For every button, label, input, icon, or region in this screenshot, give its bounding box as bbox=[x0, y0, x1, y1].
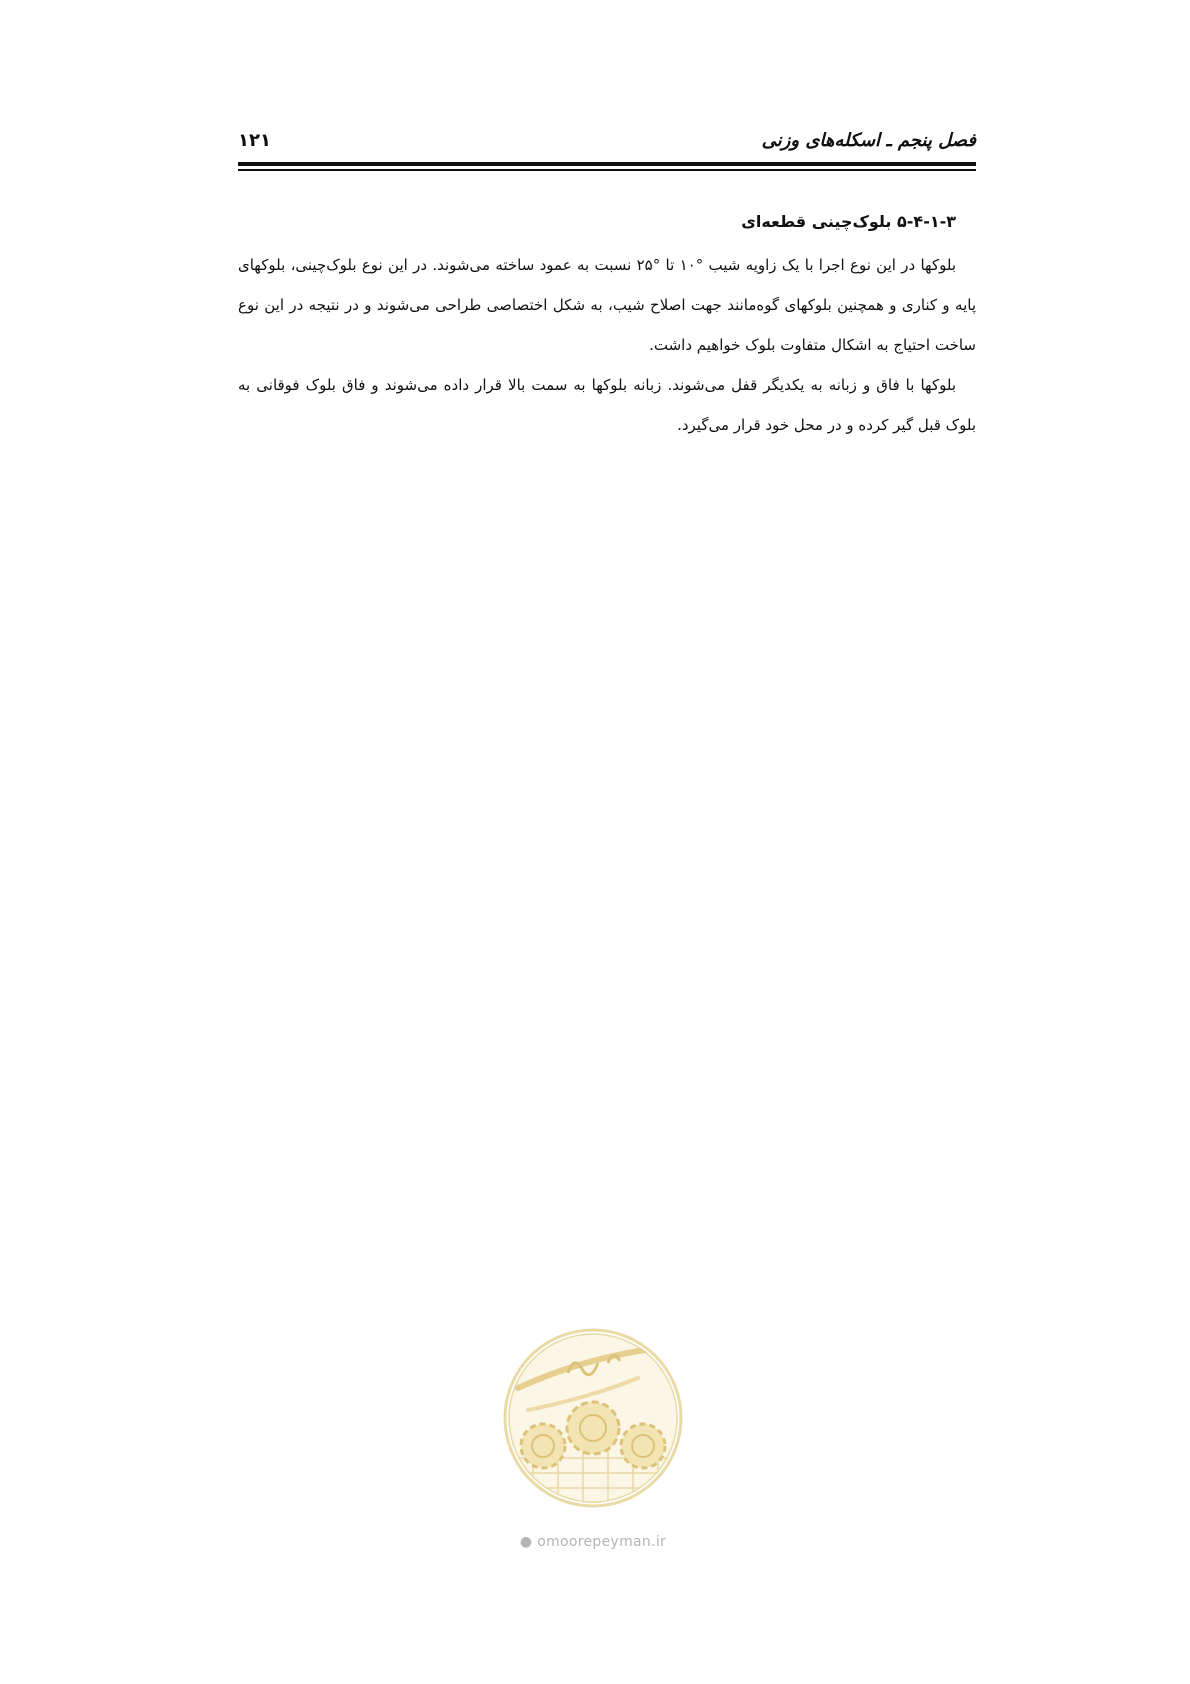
chapter-title: فصل پنجم ـ اسکله‌های وزنی bbox=[761, 130, 976, 151]
paragraph: بلوکها با فاق و زبانه به یکدیگر قفل می‌شوند. زبانه بلوکها به سمت بالا قرار داده می‌شوند و فاق بلوک فوقانی به بلوک قبل گیر کرده و در محل خود قرار می‌گیرد. bbox=[238, 376, 976, 434]
watermark-seal-icon bbox=[488, 1318, 698, 1533]
running-header bbox=[238, 126, 976, 156]
globe-icon: ● bbox=[519, 1534, 533, 1550]
watermark-url-text: omoorepeyman.ir bbox=[537, 1534, 667, 1550]
page-number: ۱۲۱ bbox=[238, 130, 271, 151]
header-rule-thin bbox=[238, 169, 976, 171]
watermark-url bbox=[488, 1534, 698, 1550]
section-body bbox=[238, 212, 976, 445]
paragraph: بلوکها در این نوع اجرا با یک زاویه شیب °۱۰ تا °۲۵ نسبت به عمود ساخته می‌شوند. در این نوع بلوک‌چینی، بلوکهای پایه و کناری و همچنین بلوکهای گوه‌مانند جهت اصلاح شیب، به شکل اختصاصی طراحی می‌شوند و در نتیجه در این نوع ساخت احتیاج به اشکال متفاوت بلوک خواهیم داشت. bbox=[238, 256, 976, 354]
section-heading: ۵-۴-۱-۳ بلوک‌چینی قطعه‌ای bbox=[741, 212, 956, 231]
header-rule-thick bbox=[238, 162, 976, 166]
